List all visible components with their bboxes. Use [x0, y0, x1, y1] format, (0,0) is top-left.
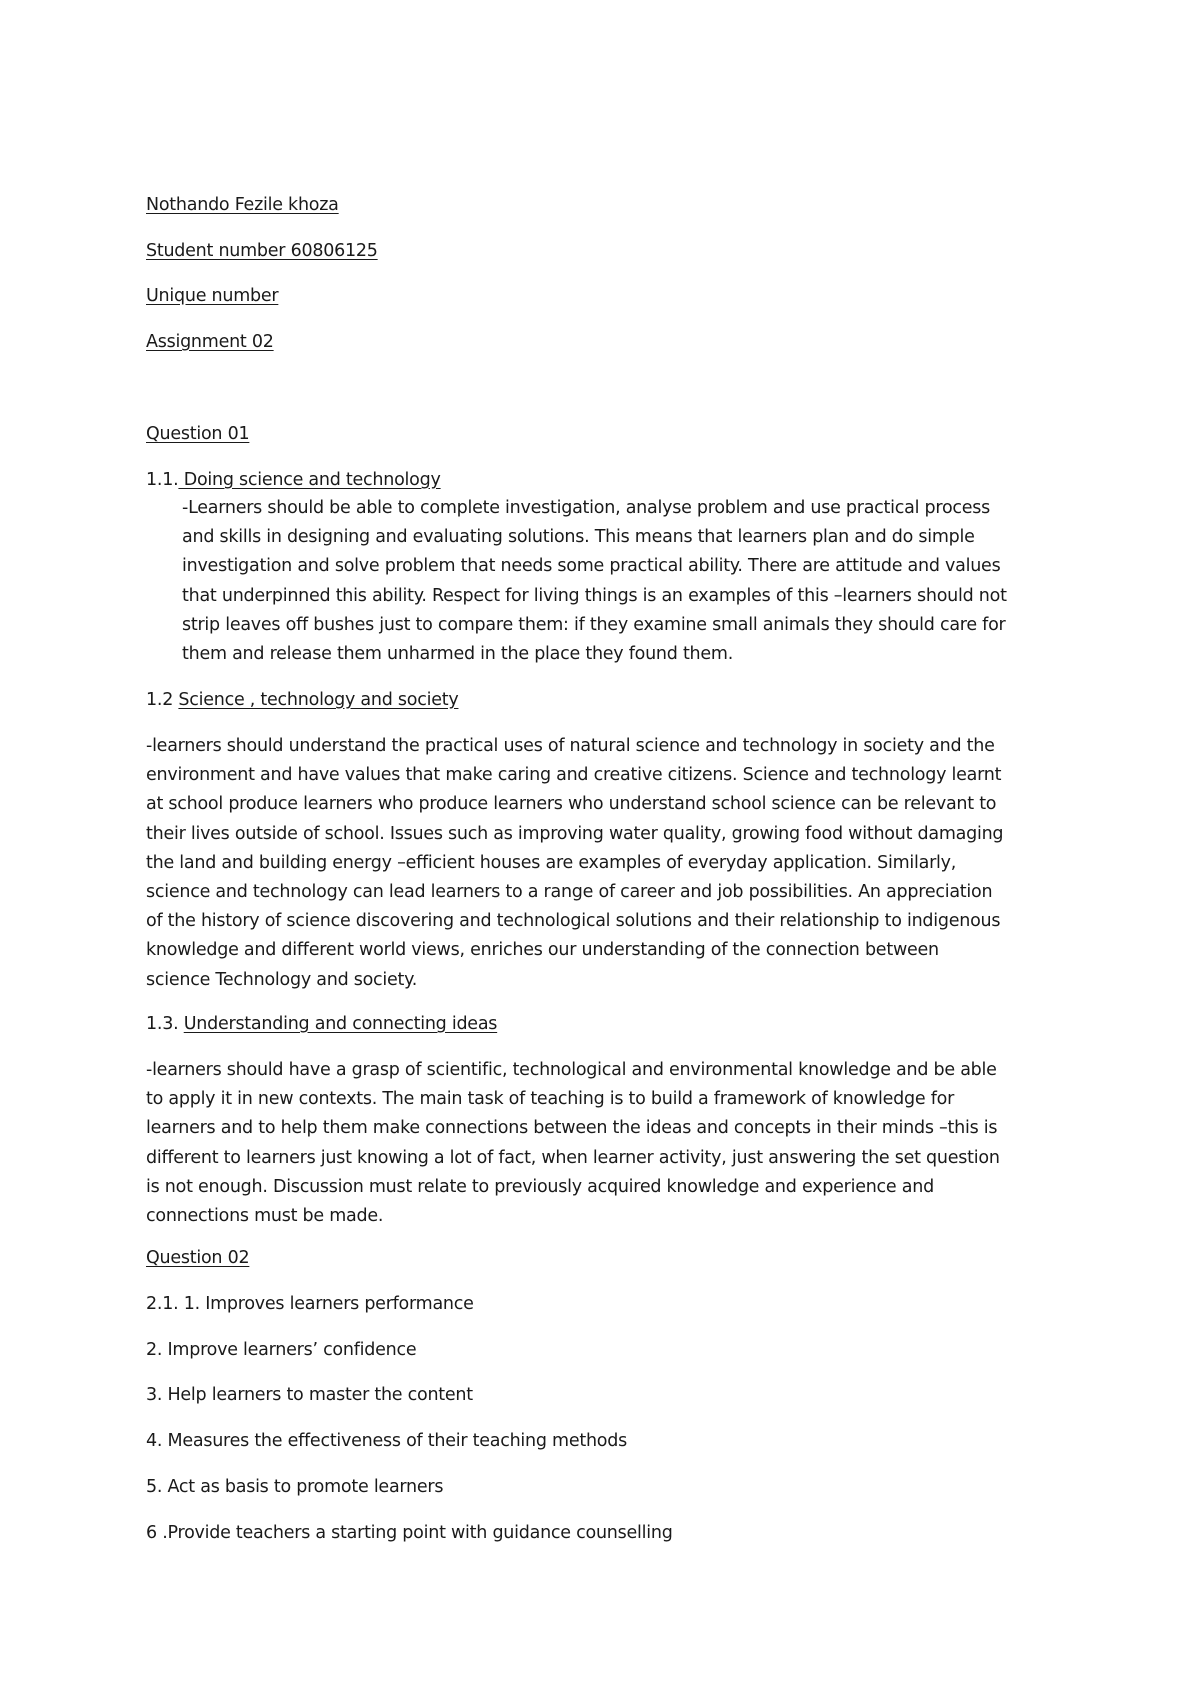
paragraph-line: them and release them unharmed in the place they found them.: [182, 644, 734, 665]
section-1-1-body: [182, 494, 1082, 669]
section-1-3-title: Understanding and connecting ideas: [183, 1014, 498, 1034]
paragraph-line: learners and to help them make connections between the ideas and concepts in their minds –this is: [146, 1118, 998, 1139]
paragraph-line: different to learners just knowing a lot of fact, when learner activity, just answering the set question: [146, 1147, 1000, 1168]
list-item: 2.1. 1. Improves learners performance: [146, 1294, 474, 1314]
paragraph-line: -learners should have a grasp of scientific, technological and environmental knowledge and be able: [146, 1060, 997, 1080]
unique-number: [146, 282, 1076, 311]
paragraph-line: science and technology can lead learners to a range of career and job possibilities. An appreciation: [146, 882, 993, 903]
section-1-3-body: [146, 1056, 1076, 1231]
section-1-1-title: Doing science and technology: [178, 470, 441, 490]
section-1-1-number: 1.1.: [146, 470, 179, 490]
paragraph-line: investigation and solve problem that needs some practical ability. There are attitude and values: [182, 556, 1001, 577]
paragraph-line: at school produce learners who produce learners who understand school science can be relevant to: [146, 794, 997, 815]
paragraph-line: the land and building energy –efficient houses are examples of everyday application. Similarly,: [146, 852, 957, 873]
list-item: 5. Act as basis to promote learners: [146, 1477, 444, 1497]
question-02-title: Question 02: [146, 1248, 250, 1268]
paragraph-line: connections must be made.: [146, 1206, 384, 1227]
paragraph-line: science Technology and society.: [146, 969, 418, 990]
paragraph-line: strip leaves off bushes just to compare them: if they examine small animals they should care for: [182, 614, 1006, 635]
section-1-2-number: 1.2: [146, 690, 179, 710]
student-name: [146, 191, 1076, 220]
section-1-2-title: Science , technology and society: [178, 690, 459, 710]
assignment-label: [146, 328, 1076, 357]
list-item: 6 .Provide teachers a starting point with guidance counselling: [146, 1523, 673, 1543]
question-01-heading: [146, 420, 1076, 449]
student-number: [146, 237, 1076, 266]
section-1-1-heading: [146, 466, 1076, 495]
assignment-text: Assignment 02: [146, 332, 274, 352]
paragraph-line: and skills in designing and evaluating solutions. This means that learners plan and do simple: [182, 527, 975, 548]
paragraph-line: environment and have values that make caring and creative citizens. Science and technology learnt: [146, 765, 1002, 786]
paragraph-line: is not enough. Discussion must relate to previously acquired knowledge and experience and: [146, 1176, 934, 1197]
paragraph-line: knowledge and different world views, enriches our understanding of the connection between: [146, 940, 939, 961]
question-02-heading: [146, 1244, 1076, 1273]
paragraph-line: of the history of science discovering and technological solutions and their relationship to indigenous: [146, 911, 1001, 932]
section-1-2-body: [146, 732, 1076, 995]
student-name-text: Nothando Fezile khoza: [146, 195, 339, 215]
list-item: 2. Improve learners’ confidence: [146, 1340, 417, 1360]
list-item: 3. Help learners to master the content: [146, 1385, 473, 1405]
paragraph-line: that underpinned this ability. Respect for living things is an examples of this –learners should not: [182, 585, 1007, 606]
student-number-text: Student number 60806125: [146, 241, 378, 261]
paragraph-line: -learners should understand the practical uses of natural science and technology in society and the: [146, 736, 995, 756]
paragraph-line: their lives outside of school. Issues such as improving water quality, growing food without damaging: [146, 823, 1004, 844]
paragraph-line: to apply it in new contexts. The main task of teaching is to build a framework of knowledge for: [146, 1089, 955, 1110]
section-1-3-heading: [146, 1010, 1076, 1039]
section-1-3-number: 1.3.: [146, 1014, 184, 1034]
section-1-2-heading: [146, 686, 1076, 715]
question-01-title: Question 01: [146, 424, 250, 444]
list-item: 4. Measures the effectiveness of their teaching methods: [146, 1431, 627, 1451]
unique-number-text: Unique number: [146, 286, 279, 306]
paragraph-line: -Learners should be able to complete investigation, analyse problem and use practical process: [182, 498, 991, 518]
